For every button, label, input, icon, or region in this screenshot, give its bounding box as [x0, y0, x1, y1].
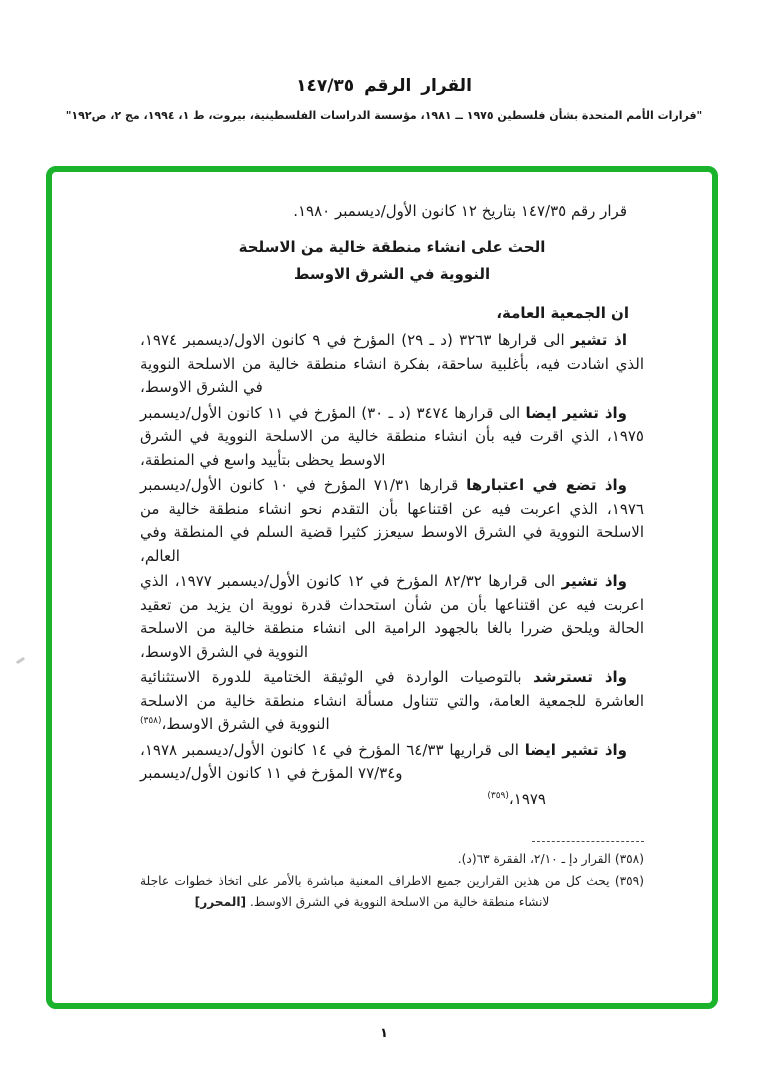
paragraph-text: الى قرارها ٣٢٦٣ (د ـ ٢٩) المؤرخ في ٩ كانون الاول/ديسمبر ١٩٧٤، الذي اشادت فيه، بأغلبية ساحقة، بفكرة انشاء منطقة خالية من الاسلحة النووية في الشرق الاوسط، — [140, 331, 644, 396]
preamble-paragraphs — [140, 329, 644, 811]
preamble-paragraph-wrap — [140, 739, 644, 812]
paragraph-text: الى قرارها ٣٤٧٤ (د ـ ٣٠) المؤرخ في ١١ كانون الأول/ديسمبر ١٩٧٥، الذي اقرت فيه بأن انشاء منطقة خالية من الاسلحة النووية في الشرق الاوسط يحظى بتأييد واسع في المنطقة، — [140, 403, 644, 469]
paragraph-lead: واذ تشير ايضا — [525, 403, 627, 422]
preamble-paragraph — [140, 570, 644, 664]
paragraph-lead: واذ تسترشد — [533, 668, 627, 686]
source-citation: "قرارات الأمم المتحدة بشأن فلسطين ١٩٧٥ ــ ١٩٨١، مؤسسة الدراسات الفلسطينية، بيروت، ط ١، ١٩٩٤، مج ٢، ص١٩٢" — [65, 109, 703, 122]
footnote-number: (٣٥٩) — [614, 873, 644, 888]
footnotes-section — [140, 841, 644, 914]
preamble-intro: ان الجمعية العامة، — [496, 303, 629, 322]
footnotes-list — [140, 849, 644, 914]
preamble-paragraph — [140, 739, 644, 786]
page-number: ١ — [380, 1026, 388, 1041]
footnote-ref: (٣٥٩) — [487, 790, 509, 801]
preamble-paragraph — [140, 402, 644, 473]
preamble-paragraph-wrap — [140, 474, 644, 568]
paragraph-text: قرارها ٧١/٣١ المؤرخ في ١٠ كانون الأول/ديسمبر ١٩٧٦، الذي اعربت فيه عن اقتناعها بأن التقدم نحو انشاء منطقة خالية من الاسلحة النووية في الشرق الاوسط سيعزز كثيرا قضية السلم في المنطقة وفي العالم، — [140, 476, 644, 565]
scan-artifact-mark — [16, 657, 25, 664]
green-frame — [46, 166, 718, 1009]
footnote-number: (٣٥٨) — [614, 852, 644, 866]
paragraph-lead: اذ تشير — [571, 331, 627, 349]
resolution-subject — [140, 234, 644, 288]
paragraph-text: الى قراريها ٦٤/٣٣ المؤرخ في ١٤ كانون الأول/ديسمبر ١٩٧٨، و٧٧/٣٤ المؤرخ في ١١ كانون الأول/ديسمبر — [140, 740, 525, 782]
page-title: القرار الرقم ١٤٧/٣٥ — [296, 76, 472, 96]
preamble-paragraph — [140, 329, 644, 400]
paragraph-text: بالتوصيات الواردة في الوثيقة الختامية للدورة الاستثنائية العاشرة للجمعية العامة، والتي تتناول مسألة انشاء منطقة خالية من الاسلحة النووية في الشرق الاوسط، — [140, 668, 644, 733]
resolution-opening-line: قرار رقم ١٤٧/٣٥ بتاريخ ١٢ كانون الأول/ديسمبر ١٩٨٠. — [293, 202, 627, 220]
footnote — [140, 849, 644, 871]
preamble-paragraph — [140, 474, 644, 568]
footnote-divider — [532, 841, 644, 842]
subject-line-1: الحث على انشاء منطقة خالية من الاسلحة — [238, 237, 546, 256]
preamble-paragraph-wrap — [140, 329, 644, 400]
paragraph-tail-line — [140, 788, 546, 812]
footnote-ref: (٣٥٨) — [140, 716, 162, 726]
resolution-body — [140, 200, 644, 914]
preamble-paragraph — [140, 666, 644, 737]
footnote — [140, 871, 644, 914]
preamble-paragraph-wrap — [140, 402, 644, 473]
subject-line-2: النووية في الشرق الاوسط — [293, 264, 491, 283]
paragraph-lead: واذ تضع في اعتبارها — [466, 476, 627, 494]
preamble-paragraph-wrap — [140, 570, 644, 664]
editor-tag: [المحرر] — [194, 895, 247, 909]
paragraph-lead: واذ تشير ايضا — [524, 740, 628, 759]
footnote-text: القرار دإ ـ ٢/١٠، الفقرة ٦٣(د). — [457, 852, 611, 866]
paragraph-tail-text: ١٩٧٩، — [508, 789, 546, 808]
document-header — [0, 76, 768, 122]
footnote-text: يحث كل من هذين القرارين جميع الاطراف المعنية مباشرة بالأمر على اتخاذ خطوات عاجلة لانشاء منطقة خالية من الاسلحة النووية في الشرق الاوسط. — [140, 873, 610, 909]
preamble-paragraph-wrap — [140, 666, 644, 737]
paragraph-text: الى قرارها ٨٢/٣٢ المؤرخ في ١٢ كانون الأول/ديسمبر ١٩٧٧، الذي اعربت فيه عن اقتناعها بأن من شأن استحداث قدرة نووية ان يزيد من تعقيد الحالة ويلحق ضررا بالغا بالجهود الرامية الى انشاء منطقة خالية من الاسلحة النووية في الشرق الاوسط، — [140, 572, 644, 661]
paragraph-lead: واذ تشير — [561, 572, 627, 590]
